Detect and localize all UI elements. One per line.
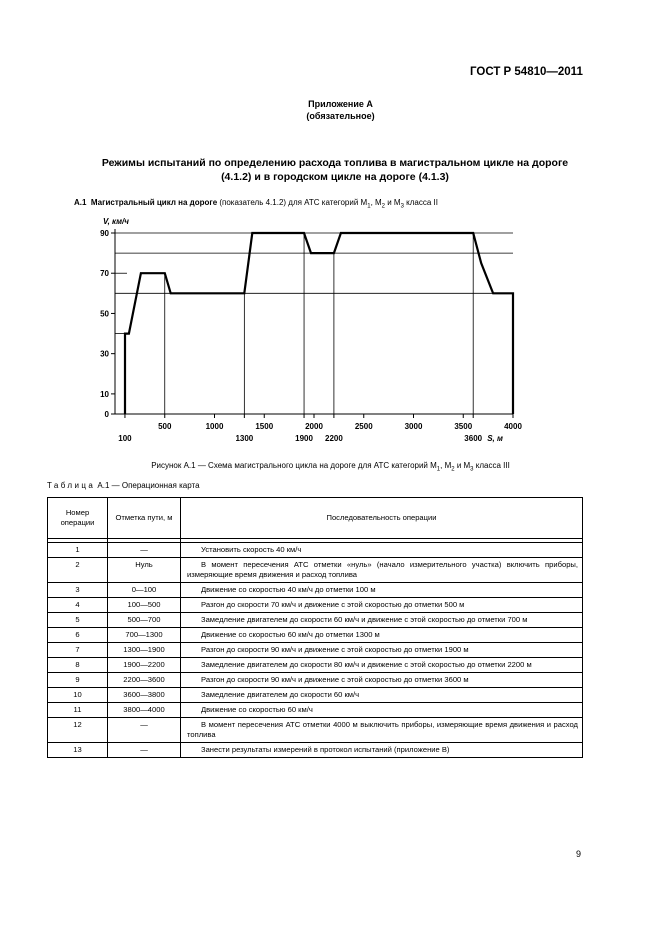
cell-path-mark: —: [108, 718, 181, 743]
cell-operation-number: 11: [48, 703, 108, 718]
chart-root: [100, 217, 522, 443]
x-tick-label: 3000: [404, 422, 423, 431]
cell-path-mark: 700—1300: [108, 628, 181, 643]
cell-operation-number: 6: [48, 628, 108, 643]
cell-operation-number: 4: [48, 598, 108, 613]
cell-operation-description: [181, 643, 583, 658]
cell-path-mark: 0—100: [108, 583, 181, 598]
figure-heading-text: (показатель 4.1.2) для АТС категорий М: [217, 198, 368, 207]
table-row: [48, 613, 583, 628]
figure-heading-bold: Магистральный цикл на дороге: [90, 198, 218, 207]
cell-path-mark: 2200—3600: [108, 673, 181, 688]
appendix-title: Приложение А: [308, 99, 373, 109]
x-axis-label: S, м: [487, 434, 503, 443]
table-header-row: [48, 498, 583, 539]
cell-path-mark: —: [108, 743, 181, 758]
figure-caption-sub-2: 2: [451, 466, 455, 473]
x-tick-label-secondary: 3600: [464, 434, 483, 443]
x-tick-label-secondary: 1900: [295, 434, 313, 443]
operation-description-text: Замедление двигателем до скорости 80 км/ч и движение с этой скоростью до отметки 2200 м: [201, 660, 532, 669]
cell-path-mark: Нуль: [108, 558, 181, 583]
y-tick-label: 30: [100, 349, 109, 359]
operation-description-text: Движение со скоростью 60 км/ч: [201, 705, 313, 714]
figure-heading-sub-3: 3: [400, 203, 404, 210]
header-path-mark: Отметка пути, м: [108, 498, 181, 539]
cell-operation-description: [181, 688, 583, 703]
cell-operation-number: 7: [48, 643, 108, 658]
cell-operation-description: [181, 628, 583, 643]
x-tick-label: 2500: [354, 422, 373, 431]
cell-operation-number: 12: [48, 718, 108, 743]
y-tick-label: 90: [100, 229, 109, 238]
y-tick-label: 50: [100, 309, 109, 319]
table-row: [48, 743, 583, 758]
table-row: [48, 543, 583, 558]
y-tick-label: 70: [100, 269, 109, 279]
main-title-line-2: (4.1.2) и в городском цикле на дороге (4.1.3): [221, 171, 449, 183]
operation-description-text: В момент пересечения АТС отметки «нуль» (начало измерительного участка) включить приборы, измеряющие время движения и расход топлива: [187, 560, 578, 579]
cell-operation-number: 1: [48, 543, 108, 558]
figure-caption-sub-1: 1: [436, 466, 441, 473]
x-tick-label: 1000: [205, 422, 224, 431]
cell-operation-number: 5: [48, 613, 108, 628]
header-operation-sequence: Последовательность операции: [181, 498, 583, 539]
cell-path-mark: 3600—3800: [108, 688, 181, 703]
table-row: [48, 673, 583, 688]
speed-profile-line: [125, 233, 513, 414]
table-row: [48, 688, 583, 703]
table-row: [48, 583, 583, 598]
cell-path-mark: 100—500: [108, 598, 181, 613]
operation-description-text: Разгон до скорости 90 км/ч и движение с этой скоростью до отметки 1900 м: [201, 645, 469, 654]
cell-operation-description: [181, 558, 583, 583]
table-body: [48, 539, 583, 758]
cell-path-mark: 1900—2200: [108, 658, 181, 673]
cell-operation-number: 10: [48, 688, 108, 703]
appendix-status: (обязательное): [306, 111, 375, 121]
cell-path-mark: —: [108, 543, 181, 558]
table-caption-word: Таблица: [47, 481, 96, 490]
table-caption: [47, 481, 200, 490]
cell-operation-number: 8: [48, 658, 108, 673]
operation-description-text: Движение со скоростью 40 км/ч до отметки 100 м: [201, 585, 376, 594]
operation-description-text: Движение со скоростью 60 км/ч до отметки 1300 м: [201, 630, 380, 639]
main-title-line-1: Режимы испытаний по определению расхода топлива в магистральном цикле на дороге: [101, 157, 569, 169]
table-row: [48, 703, 583, 718]
figure-heading-sep-1: , М: [370, 198, 382, 207]
x-tick-label: 3500: [454, 422, 473, 431]
cell-operation-description: [181, 743, 583, 758]
operation-description-text: Разгон до скорости 90 км/ч и движение с этой скоростью до отметки 3600 м: [201, 675, 469, 684]
cell-operation-number: 13: [48, 743, 108, 758]
cell-operation-number: 2: [48, 558, 108, 583]
x-tick-label-secondary: 1300: [235, 434, 254, 443]
figure-heading-sub-1: 1: [367, 203, 371, 210]
cell-operation-description: [181, 598, 583, 613]
cell-operation-description: [181, 583, 583, 598]
cell-operation-description: [181, 543, 583, 558]
figure-caption-sep-1: , М: [440, 461, 452, 470]
y-tick-label: 10: [100, 389, 109, 399]
operation-description-text: Установить скорость 40 км/ч: [201, 545, 302, 554]
cell-operation-number: 9: [48, 673, 108, 688]
x-tick-label-secondary: 2200: [325, 434, 343, 443]
table-caption-rest: А.1 — Операционная карта: [95, 481, 200, 490]
table-row: [48, 598, 583, 613]
figure-heading-number: А.1: [74, 198, 87, 207]
operation-description-text: Разгон до скорости 70 км/ч и движение с этой скоростью до отметки 500 м: [201, 600, 465, 609]
x-tick-label-secondary: 100: [118, 434, 132, 443]
page-number: 9: [576, 849, 582, 859]
cell-path-mark: 1300—1900: [108, 643, 181, 658]
figure-caption-text: Рисунок А.1 — Схема магистрального цикла на дороге для АТС категорий М: [151, 461, 437, 470]
figure-heading-tail: класса II: [403, 198, 438, 207]
cell-operation-description: [181, 658, 583, 673]
figure-caption-tail: класса III: [473, 461, 510, 470]
operation-description-text: Занести результаты измерений в протокол испытаний (приложение В): [201, 745, 450, 754]
y-tick-label: 0: [104, 410, 109, 419]
document-standard-number: ГОСТ Р 54810—2011: [470, 66, 583, 78]
table-row: [48, 658, 583, 673]
y-axis-label: V, км/ч: [103, 217, 129, 226]
table-row: [48, 718, 583, 743]
figure-caption-sub-3: 3: [470, 466, 474, 473]
figure-caption-sep-2: и М: [454, 461, 471, 470]
operations-table: [47, 497, 583, 758]
speed-distance-chart: [0, 0, 661, 460]
cell-operation-description: [181, 613, 583, 628]
cell-operation-description: [181, 718, 583, 743]
x-tick-label: 500: [158, 422, 172, 431]
table-row: [48, 558, 583, 583]
operation-description-text: Замедление двигателем до скорости 60 км/ч: [201, 690, 360, 699]
figure-heading-sub-2: 2: [381, 203, 386, 210]
header-operation-number: Номер операции: [48, 498, 108, 539]
x-tick-label: 4000: [504, 422, 522, 431]
table-row: [48, 628, 583, 643]
cell-operation-description: [181, 673, 583, 688]
table-row: [48, 643, 583, 658]
figure-heading-sep-2: и М: [385, 198, 401, 207]
cell-operation-description: [181, 703, 583, 718]
figure-caption: [0, 461, 661, 473]
x-tick-label: 2000: [305, 422, 323, 431]
operation-description-text: В момент пересечения АТС отметки 4000 м выключить приборы, измеряющие время движения и расход топлива: [187, 720, 578, 739]
x-tick-label: 1500: [255, 422, 274, 431]
cell-operation-number: 3: [48, 583, 108, 598]
operation-description-text: Замедление двигателем до скорости 60 км/ч и движение с этой скоростью до отметки 700 м: [201, 615, 528, 624]
cell-path-mark: 3800—4000: [108, 703, 181, 718]
cell-path-mark: 500—700: [108, 613, 181, 628]
